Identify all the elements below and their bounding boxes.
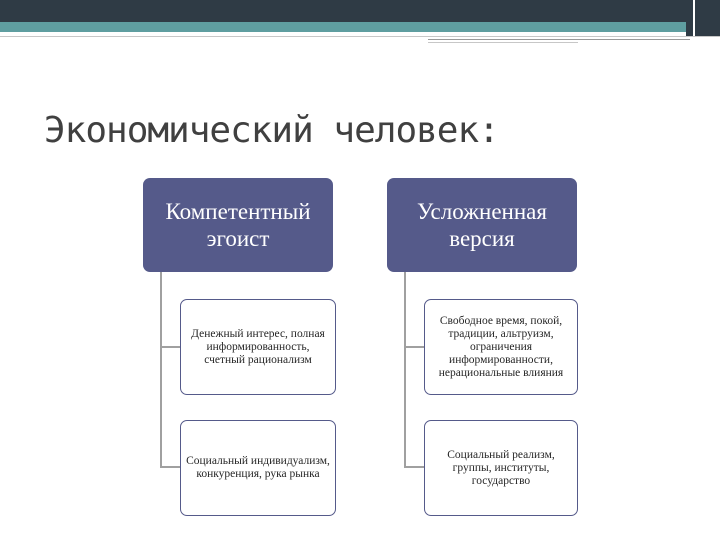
item-box <box>424 420 578 516</box>
connector-left-branch-2 <box>160 466 180 468</box>
item-text: Денежный интерес, полная информированность, счетный рационализм <box>191 327 325 366</box>
top-right-block <box>686 0 720 36</box>
header-complex-version <box>387 178 577 272</box>
item-text: Свободное время, покой, традиции, альтруизм, ограничения информированности, нерациональные влияния <box>438 314 564 379</box>
connector-right-vertical <box>404 272 406 468</box>
header-competent-egoist <box>143 178 333 272</box>
decorative-line <box>428 42 578 43</box>
connector-left-vertical <box>160 272 162 468</box>
top-band-dark <box>0 0 720 22</box>
item-text: Социальный индивидуализм, конкуренция, рука рынка <box>186 455 330 480</box>
decorative-line <box>428 39 690 40</box>
header-label: Компетентный эгоист <box>165 199 311 251</box>
item-text: Социальный реализм, группы, институты, государство <box>447 448 555 487</box>
connector-right-branch-1 <box>404 346 424 348</box>
decorative-line <box>0 36 720 37</box>
item-box <box>424 299 578 395</box>
top-band-teal <box>0 22 720 32</box>
item-box <box>180 420 336 516</box>
connector-left-branch-1 <box>160 346 180 348</box>
connector-right-branch-2 <box>404 466 424 468</box>
slide-title: Экономический человек: <box>44 110 499 151</box>
item-box <box>180 299 336 395</box>
header-label: Усложненная версия <box>417 199 547 251</box>
top-right-divider <box>693 0 695 38</box>
